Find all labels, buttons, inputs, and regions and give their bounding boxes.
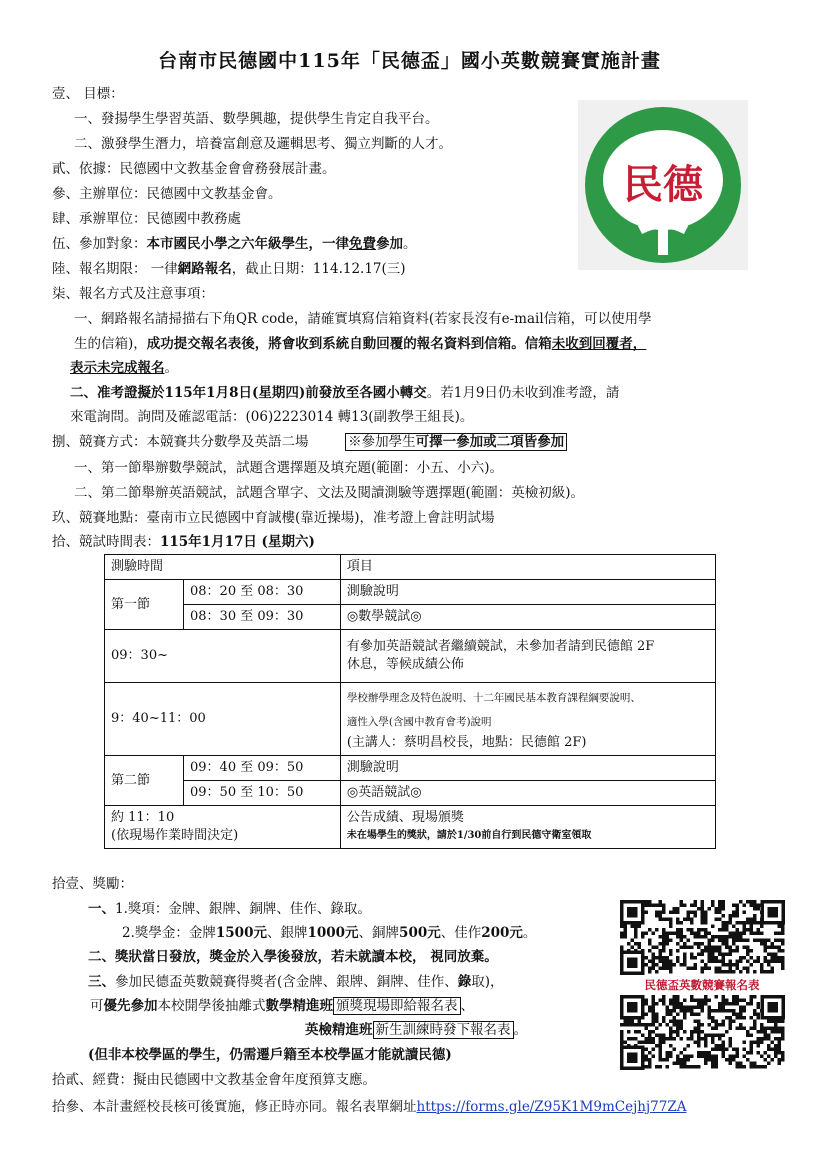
qr-code-icon bbox=[620, 900, 785, 975]
sec10 bbox=[52, 533, 315, 551]
time-cell bbox=[105, 806, 341, 849]
session-1: 第一節 bbox=[105, 580, 184, 630]
item-cell bbox=[340, 683, 715, 756]
p5: 、銅牌 bbox=[358, 925, 400, 941]
r4-line3: (主講人：蔡明昌校長，地點：民德館 2F) bbox=[346, 735, 587, 750]
a5f: 、 bbox=[460, 998, 474, 1014]
sec10-date: 115年1月17日 (星期六) bbox=[160, 534, 315, 550]
time-cell: 9：40~11：00 bbox=[105, 683, 341, 756]
sec7-p1f-text: 。 bbox=[164, 360, 178, 376]
sec1-heading: 壹、 目標： bbox=[52, 86, 124, 102]
sec8-i1: 一、第一節舉辦數學競試，試題含選擇題及填充題(範圍：小五、小六)。 bbox=[74, 460, 504, 476]
item-cell bbox=[340, 630, 715, 683]
sec7-p1d-text: 未收到回覆者， bbox=[551, 336, 647, 352]
a5d: 數學精進班 bbox=[265, 998, 333, 1014]
sec7-p2a bbox=[70, 384, 619, 402]
sec7-p1e bbox=[70, 359, 178, 377]
time-cell: 09：30~ bbox=[105, 630, 341, 683]
sec7-p1b-text: 生的信箱)， bbox=[74, 336, 147, 352]
a4c: 錄 bbox=[457, 974, 472, 990]
sec7-p2b-text: 。若1月9日仍未收到准考證，請 bbox=[426, 385, 620, 401]
a4a: 三、 bbox=[88, 974, 115, 990]
school-logo bbox=[578, 100, 748, 270]
tree-emblem-icon bbox=[578, 100, 748, 270]
qr-code-bottom[interactable] bbox=[620, 995, 785, 1070]
a6a: 英檢精進班 bbox=[305, 1022, 373, 1038]
table-row bbox=[105, 555, 716, 580]
schedule-table bbox=[104, 554, 716, 849]
table-row bbox=[105, 630, 716, 683]
table-row bbox=[105, 683, 716, 756]
a4d: 取)， bbox=[471, 974, 504, 990]
sec9: 玖、競賽地點：臺南市立民德國中育誠樓(靠近操場)，准考證上會註明試場 bbox=[52, 510, 495, 526]
table-row bbox=[105, 756, 716, 781]
a5c: 本校開學後抽離式 bbox=[157, 998, 266, 1014]
sec3: 參、主辦單位：民德國中文教基金會。 bbox=[52, 186, 282, 202]
sec8-label: 捌、競賽方式：本競賽共分數學及英語二場 bbox=[52, 434, 309, 450]
time-cell: 09：50 至 10：50 bbox=[184, 781, 341, 806]
sec8-note-a: ※參加學生 bbox=[348, 434, 416, 450]
time-cell: 08：30 至 09：30 bbox=[184, 605, 341, 630]
sec7-p1b bbox=[74, 335, 646, 353]
p9: 。 bbox=[522, 925, 537, 941]
sec2: 貳、依據：民德國中文教基金會會務發展計畫。 bbox=[52, 161, 336, 177]
item-cell: ◎英語競試◎ bbox=[340, 781, 715, 806]
award-6 bbox=[305, 1021, 527, 1039]
sec5-join: 參加 bbox=[376, 236, 403, 252]
table-row bbox=[105, 605, 716, 630]
sec5 bbox=[52, 235, 417, 253]
sec7-p1c-text: 成功提交報名表後，將會收到系統自動回覆的報名資料到信箱。信箱 bbox=[146, 336, 552, 352]
sec8-i2: 二、第二節舉辦英語競試，試題含單字、文法及閱讀測驗等選擇題(範圍：英檢初級)。 bbox=[74, 485, 585, 501]
item-cell: ◎數學競試◎ bbox=[340, 605, 715, 630]
goal-1: 一、發揚學生學習英語、數學興趣，提供學生肯定自我平台。 bbox=[74, 111, 439, 127]
item-cell bbox=[340, 806, 715, 849]
time-cell: 08：20 至 08：30 bbox=[184, 580, 341, 605]
p4: 1000元 bbox=[307, 925, 359, 941]
qr-code-top[interactable] bbox=[620, 900, 785, 975]
item-cell: 測驗說明 bbox=[340, 756, 715, 781]
a5e: 頒獎現場即給報名表 bbox=[333, 997, 461, 1015]
sec5-target: 本市國民小學之六年級學生，一律 bbox=[146, 236, 349, 252]
a4b: 參加民德盃英數競賽得獎者(含金牌、銀牌、銅牌、佳作、 bbox=[115, 974, 458, 990]
a5a: 可 bbox=[90, 998, 104, 1014]
p6: 500元 bbox=[399, 925, 441, 941]
award-5 bbox=[90, 997, 474, 1015]
sec7-heading: 柒、報名方式及注意事項： bbox=[52, 286, 214, 302]
sec13-text: 拾參、本計畫經校長核可後實施，修正時亦同。報名表單網址 bbox=[52, 1099, 417, 1115]
qr-code-icon bbox=[620, 995, 785, 1070]
r7-note: (依現場作業時間決定) bbox=[111, 828, 239, 843]
sec5-label: 伍、參加對象： bbox=[52, 236, 147, 252]
table-row bbox=[105, 580, 716, 605]
sec12: 拾貳、經費：擬由民德國中文教基金會年度預算支應。 bbox=[52, 1072, 376, 1088]
p2: 1500元 bbox=[215, 925, 267, 941]
sec7-p2a-text: 二、准考證擬於115年1月8日(星期四)前發放至各國小轉交 bbox=[70, 385, 427, 401]
sec11-heading: 拾壹、獎勵： bbox=[52, 876, 133, 892]
award-3: 二、獎狀當日發放，獎金於入學後發放，若未就讀本校， 視同放棄。 bbox=[88, 949, 498, 965]
award-1 bbox=[88, 900, 371, 918]
r4-line1: 學校辦學理念及特色說明、十二年國民基本教育課程綱要說明、 bbox=[346, 692, 641, 704]
sec7-p2c: 來電詢問。詢問及確認電話：(06)2223014 轉13(副教學王組長)。 bbox=[70, 409, 474, 425]
r7-remark: 未在場學生的獎狀，請於1/30前自行到民德守衛室領取 bbox=[346, 830, 592, 841]
sec6-deadline: ，截止日期：114.12.17(三) bbox=[231, 261, 406, 277]
p1: 2.獎學金：金牌 bbox=[122, 925, 216, 941]
p3: 、銀牌 bbox=[266, 925, 308, 941]
sec6 bbox=[52, 260, 406, 278]
logo-text: 民德 bbox=[623, 162, 703, 208]
table-row bbox=[105, 781, 716, 806]
session-2: 第二節 bbox=[105, 756, 184, 806]
a5b: 優先參加 bbox=[103, 998, 158, 1014]
sec7-p1e-text: 表示未完成報名 bbox=[70, 360, 165, 376]
qr-label: 民德盃英數競賽報名表 bbox=[644, 978, 760, 992]
sec6-online: 網路報名 bbox=[177, 261, 232, 277]
sec5-free: 免費 bbox=[349, 236, 376, 252]
sec4: 肆、承辦單位：民德國中教務處 bbox=[52, 211, 241, 227]
sec8-note bbox=[345, 433, 567, 451]
award-7: (但非本校學區的學生，仍需遷戶籍至本校學區才能就讀民德) bbox=[88, 1047, 452, 1063]
table-row bbox=[105, 806, 716, 849]
sec5-end: 。 bbox=[403, 236, 417, 252]
award-4 bbox=[88, 973, 504, 991]
r7-time: 約 11：10 bbox=[111, 810, 175, 825]
r3-line2: 休息，等候成績公佈 bbox=[346, 657, 464, 672]
sec6-label: 陸、報名期限： 一律 bbox=[52, 261, 178, 277]
header-item: 項目 bbox=[340, 555, 715, 580]
award-1-num: 一、 bbox=[88, 901, 115, 917]
sec8-note-b: 可擇一參加或二項皆參加 bbox=[415, 434, 565, 450]
p7: 、佳作 bbox=[440, 925, 482, 941]
time-cell: 09：40 至 09：50 bbox=[184, 756, 341, 781]
sec13 bbox=[52, 1098, 687, 1116]
r3-line1: 有參加英語競試者繼續競試，未參加者請到民德館 2F bbox=[346, 639, 655, 654]
a6c: 。 bbox=[513, 1022, 527, 1038]
header-time: 測驗時間 bbox=[105, 555, 341, 580]
goal-2: 二、激發學生潛力，培養富創意及邏輯思考、獨立判斷的人才。 bbox=[74, 136, 452, 152]
sec7-p1a: 一、網路報名請掃描右下角QR code，請確實填寫信箱資料(若家長沒有e-mail信箱，可以使用學 bbox=[74, 311, 652, 327]
sec10-label: 拾、競試時間表： bbox=[52, 534, 160, 550]
registration-form-link[interactable]: https://forms.gle/Z95K1M9mCejhj77ZA bbox=[416, 1099, 687, 1115]
item-cell: 測驗說明 bbox=[340, 580, 715, 605]
sec8 bbox=[52, 433, 567, 451]
a6b: 新生訓練時發下報名表 bbox=[373, 1021, 514, 1039]
award-2 bbox=[122, 924, 536, 942]
p8: 200元 bbox=[481, 925, 523, 941]
r7-item: 公告成績、現場頒獎 bbox=[346, 810, 464, 825]
r4-line2: 適性入學(含國中教育會考)說明 bbox=[346, 716, 492, 728]
award-1-text: 1.獎項：金牌、銀牌、銅牌、佳作、錄取。 bbox=[115, 901, 371, 917]
page-title: 台南市民德國中115年「民德盃」國小英數競賽實施計畫 bbox=[158, 50, 661, 72]
